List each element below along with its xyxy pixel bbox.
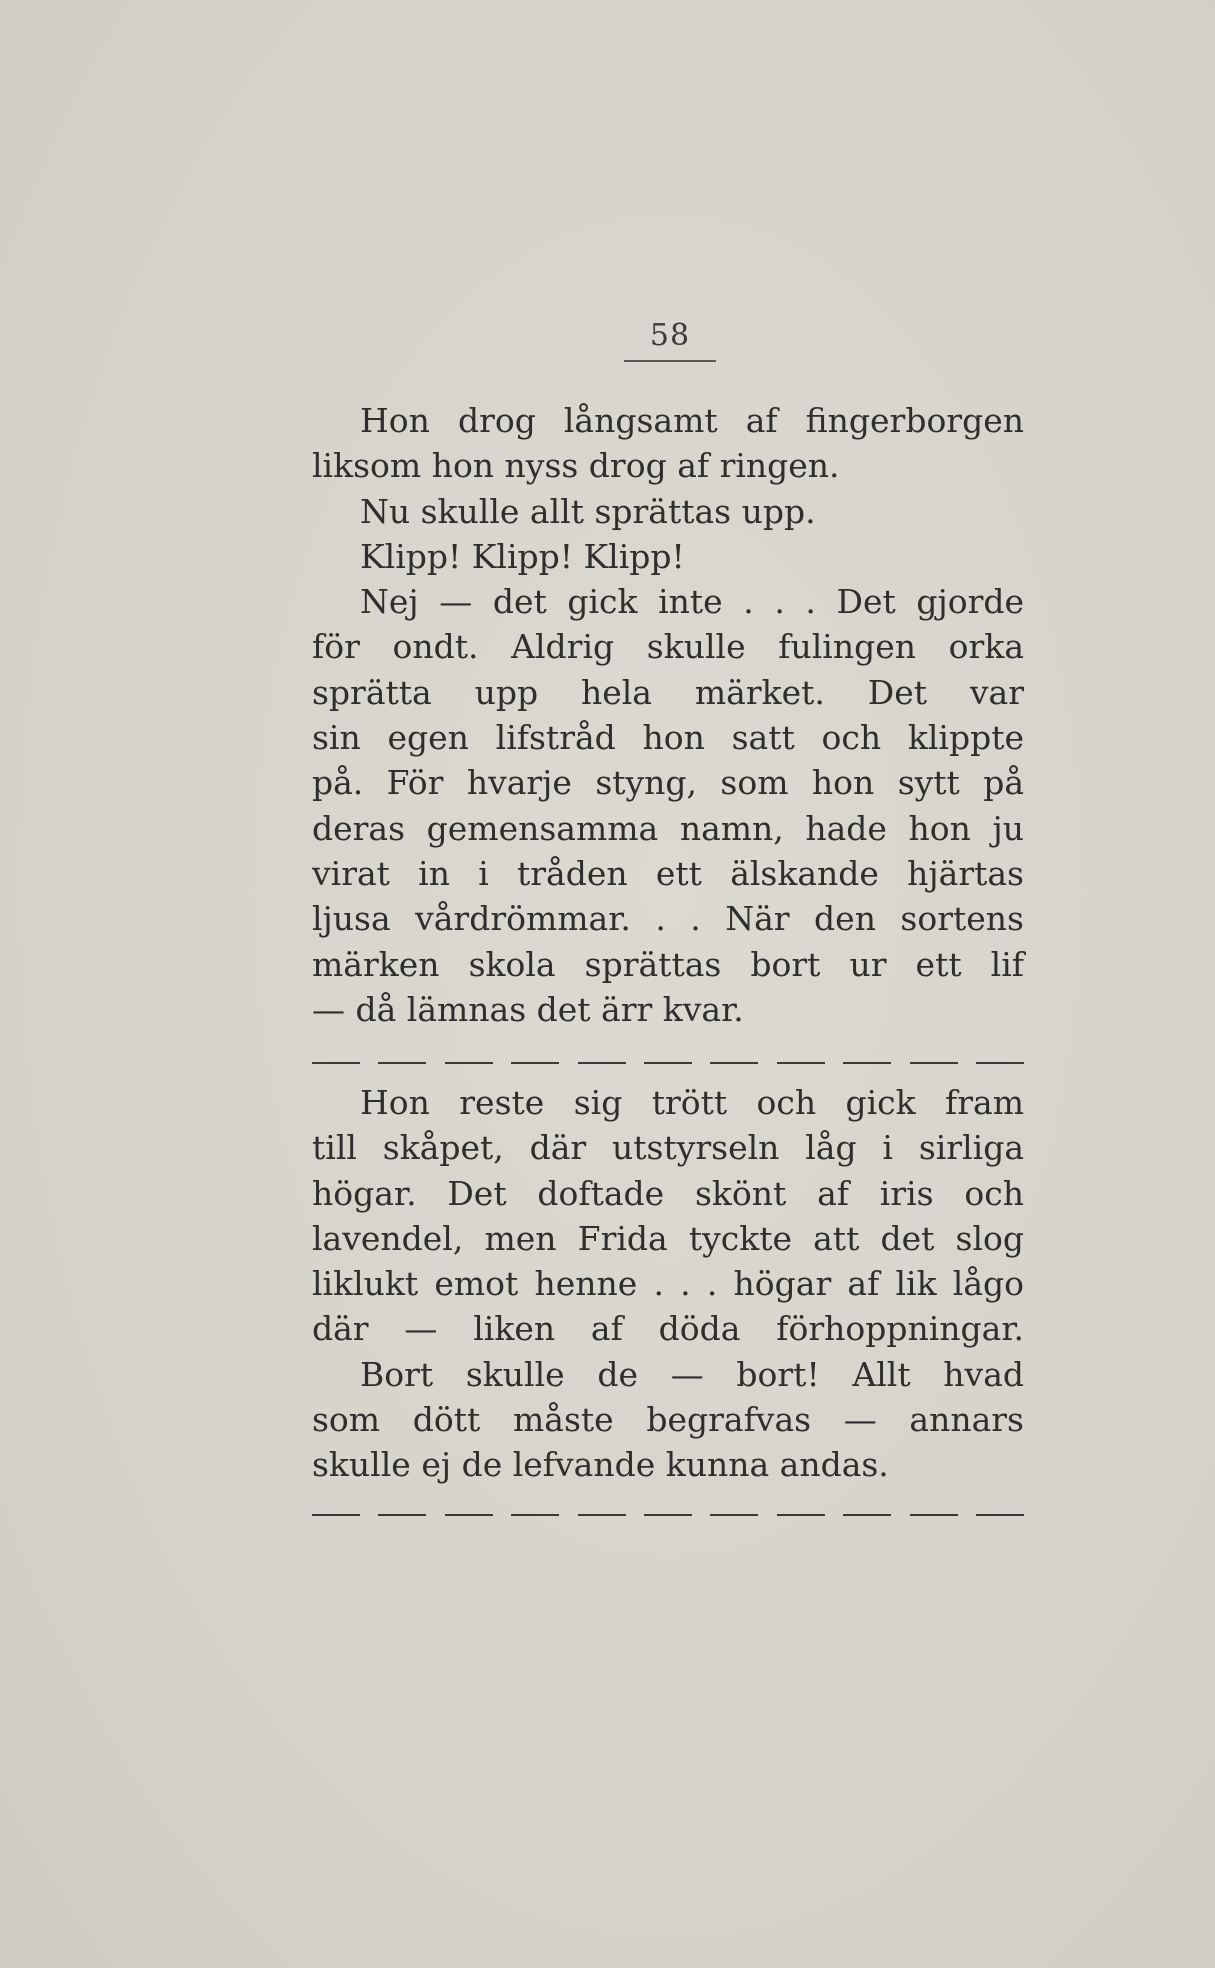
paragraph-line: till skåpet, där utstyrseln låg i sirliga (312, 1128, 1024, 1168)
separator-dash (710, 1062, 758, 1064)
paragraph-line: Hon drog långsamt af fingerborgen (360, 401, 1024, 440)
page-number-underline (624, 360, 716, 362)
paragraph-line: skulle ej de lefvande kunna andas. (312, 1445, 889, 1485)
paragraph-line: deras gemensamma namn, hade hon ju (312, 808, 1024, 848)
paragraph-line: som dött måste begrafvas — annars (312, 1400, 1024, 1440)
paragraph-line: sprätta upp hela märket. Det var (312, 672, 1024, 712)
paragraph-line: för ondt. Aldrig skulle fulingen orka (312, 627, 1024, 667)
paragraph-line: — då lämnas det ärr kvar. (312, 989, 744, 1029)
separator-dash (910, 1514, 958, 1516)
separator-dash (511, 1062, 559, 1064)
separator-dash (644, 1514, 692, 1516)
paragraph-line: på. För hvarje styng, som hon sytt på (312, 763, 1024, 803)
separator-dash (777, 1514, 825, 1516)
separator-dash (976, 1062, 1024, 1064)
separator-dash (843, 1514, 891, 1516)
separator-dash (511, 1514, 559, 1516)
paragraph-line: liklukt emot henne . . . högar af lik lågo (312, 1264, 1024, 1304)
separator-dash (378, 1514, 426, 1516)
paragraph-line: virat in i tråden ett älskande hjärtas (312, 853, 1024, 893)
paragraph-line: ljusa vårdrömmar. . . När den sortens (312, 899, 1024, 939)
paragraph-line: där — liken af döda förhoppningar. (312, 1309, 1024, 1349)
paragraph-line: liksom hon nyss drog af ringen. (312, 446, 840, 486)
separator-dash (578, 1062, 626, 1064)
paragraph-line: lavendel, men Frida tyckte att det slog (312, 1218, 1024, 1258)
separator-dash (710, 1514, 758, 1516)
paragraph-line: Nu skulle allt sprättas upp. (360, 491, 816, 531)
end-separator-dashes (312, 1514, 1024, 1516)
paragraph-1 (312, 398, 1024, 1032)
separator-dash (445, 1514, 493, 1516)
separator-dash (644, 1062, 692, 1064)
separator-dash (777, 1062, 825, 1064)
separator-dash (976, 1514, 1024, 1516)
separator-dash (312, 1514, 360, 1516)
section-separator-dashes (312, 1062, 1024, 1064)
paragraph-line: Hon reste sig trött och gick fram (360, 1083, 1024, 1122)
paragraph-line: högar. Det doftade skönt af iris och (312, 1173, 1024, 1213)
paragraph-2 (312, 1080, 1024, 1488)
paragraph-line: märken skola sprättas bort ur ett lif (312, 944, 1024, 984)
separator-dash (578, 1514, 626, 1516)
separator-dash (312, 1062, 360, 1064)
paragraph-line: Bort skulle de — bort! Allt hvad (360, 1354, 1024, 1394)
page-number: 58 (649, 318, 691, 353)
separator-dash (910, 1062, 958, 1064)
separator-dash (378, 1062, 426, 1064)
separator-dash (445, 1062, 493, 1064)
separator-dash (843, 1062, 891, 1064)
paragraph-line: sin egen lifstråd hon satt och klippte (312, 718, 1024, 758)
paragraph-line: Klipp! Klipp! Klipp! (360, 536, 685, 576)
paragraph-line: Nej — det gick inte . . . Det gjorde (360, 582, 1024, 622)
